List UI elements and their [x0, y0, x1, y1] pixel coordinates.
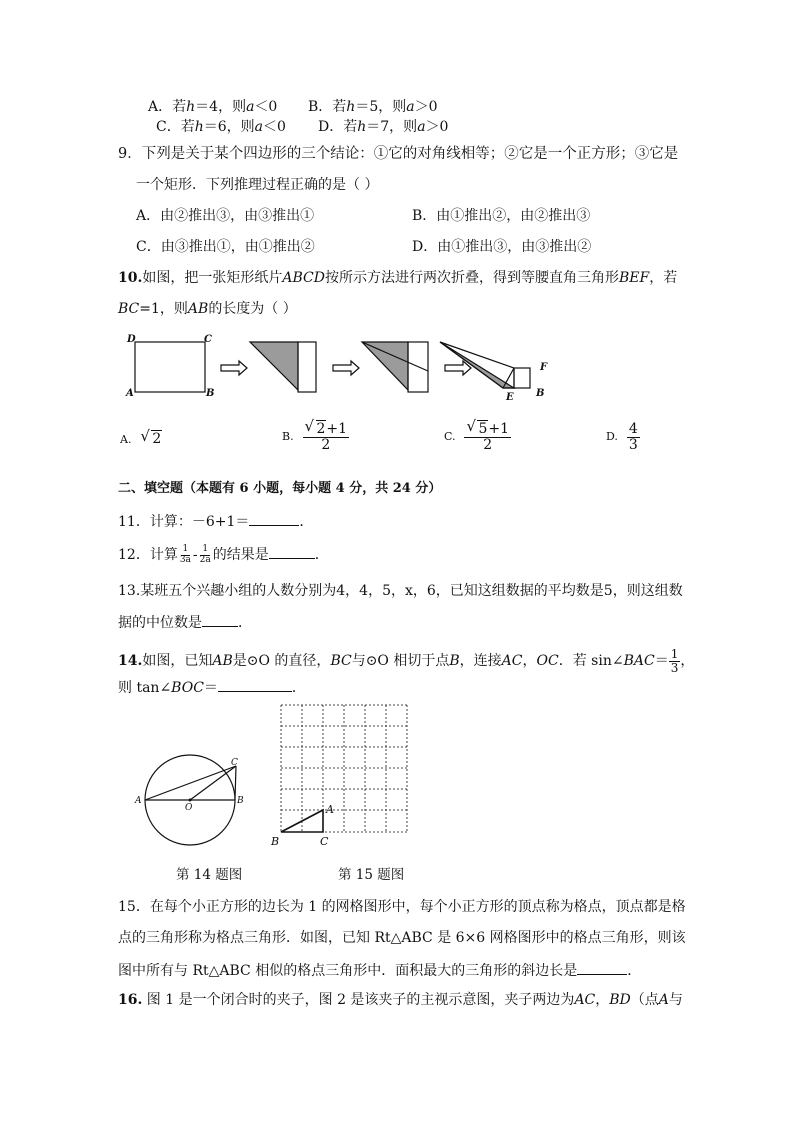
q15-line2: 点的三角形称为格点三角形．如图，已知 Rt△ABC 是 6×6 网格图形中的格点三角形，则该 [118, 930, 686, 946]
q15-grid-figure [270, 700, 420, 852]
arrow-3 [445, 361, 471, 375]
q10-stem-line2: BC=1，则AB的长度为（ ） [118, 301, 297, 317]
q10-stem-line1: 10.如图，把一张矩形纸片ABCD按所示方法进行两次折叠，得到等腰直角三角形BEF，若 [118, 270, 678, 286]
label-b: B [237, 796, 244, 806]
label-d: D [127, 334, 136, 345]
label-b: B [206, 388, 215, 399]
label-b: B [271, 835, 280, 848]
q10-option-d: D. $\frac{4}{3}$ [606, 421, 638, 453]
label-a: A [326, 803, 334, 816]
label-c: C [231, 758, 238, 768]
q15-line3: 图中所有与 Rt△ABC 相似的格点三角形中．面积最大的三角形的斜边长是 ． [118, 960, 641, 980]
q9-stem-line2: 一个矩形．下列推理过程正确的是（ ） [136, 177, 379, 193]
q12-answer-blank [269, 544, 315, 559]
q13-line2: 据的中位数是 ． [118, 612, 252, 632]
q9-option-b: B．由①推出②，由②推出③ [412, 208, 591, 224]
q10-option-c: C. √ 5+1 2 [444, 417, 509, 453]
q10-option-a: A. √ 2 [120, 427, 162, 447]
label-c: C [204, 334, 212, 345]
q8-option-c: C．若h＝6，则a＜0 [156, 119, 286, 135]
q14-answer-blank [218, 677, 292, 692]
label-b2: B [536, 388, 545, 399]
label-o: O [185, 803, 193, 813]
rectangle-abcd [135, 342, 205, 392]
q14-line2: 则 tan∠BOC＝ ． [118, 677, 306, 697]
q14-circle-figure [134, 750, 254, 850]
label-e: E [506, 392, 514, 403]
q15-line1: 15．在每个小正方形的边长为 1 的网格图形中，每个小正方形的顶点称为格点，顶点都是格 [118, 899, 686, 915]
segment-ac [145, 766, 236, 800]
fold-step-1-triangle [250, 342, 298, 390]
label-f: F [540, 362, 548, 373]
q8-option-a: A．若h＝4，则a＜0 [148, 99, 278, 115]
q16-line1: 16. 图 1 是一个闭合时的夹子，图 2 是该夹子的主视示意图，夹子两边为AC，BD（点A与 [118, 992, 683, 1008]
q9-stem-line1: 9．下列是关于某个四边形的三个结论：①它的对角线相等；②它是一个正方形；③它是 [118, 146, 679, 162]
tangent-bc [235, 766, 236, 800]
q14-figure-caption: 第 14 题图 [176, 867, 243, 883]
q10-folding-figure [118, 328, 568, 408]
q11: 11．计算：－6+1＝ ． [118, 511, 313, 531]
q15-answer-blank [577, 960, 627, 975]
label-a: A [126, 388, 134, 399]
label-a: A [135, 796, 142, 806]
section-2-heading: 二、填空题（本题有 6 小题，每小题 4 分，共 24 分） [118, 481, 442, 496]
fold-step-2-triangle [362, 342, 408, 390]
q8-option-d: D．若h＝7，则a＞0 [318, 119, 449, 135]
q13-line1: 13.某班五个兴趣小组的人数分别为4，4，5，x，6，已知这组数据的平均数是5，则这组数 [118, 583, 683, 599]
q9-option-c: C．由③推出①，由①推出② [136, 239, 315, 255]
arrow-2 [333, 361, 359, 375]
segment-oc [190, 766, 236, 800]
q8-option-b: B．若h＝5，则a＞0 [308, 99, 438, 115]
q9-option-a: A．由②推出③，由③推出① [136, 208, 315, 224]
q15-figure-caption: 第 15 题图 [338, 867, 405, 883]
q12: 12．计算 $\frac{1}{3a}$ - $\frac{1}{2a}$ 的结果是 ． [118, 544, 329, 565]
arrow-1 [221, 361, 247, 375]
q10-option-b: B. √ 2+1 2 [282, 417, 348, 453]
fold-step-1-strip [298, 342, 316, 392]
q13-answer-blank [202, 612, 238, 627]
label-c: C [320, 835, 329, 848]
q14-line1: 14.如图，已知AB是⊙O 的直径，BC与⊙O 相切于点B，连接AC，OC．若 sin∠BAC＝ $\frac{1}{3}$ ， [118, 647, 695, 675]
q9-option-d: D．由①推出③，由③推出② [412, 239, 592, 255]
square-bf [514, 368, 530, 388]
q11-answer-blank [249, 511, 299, 526]
